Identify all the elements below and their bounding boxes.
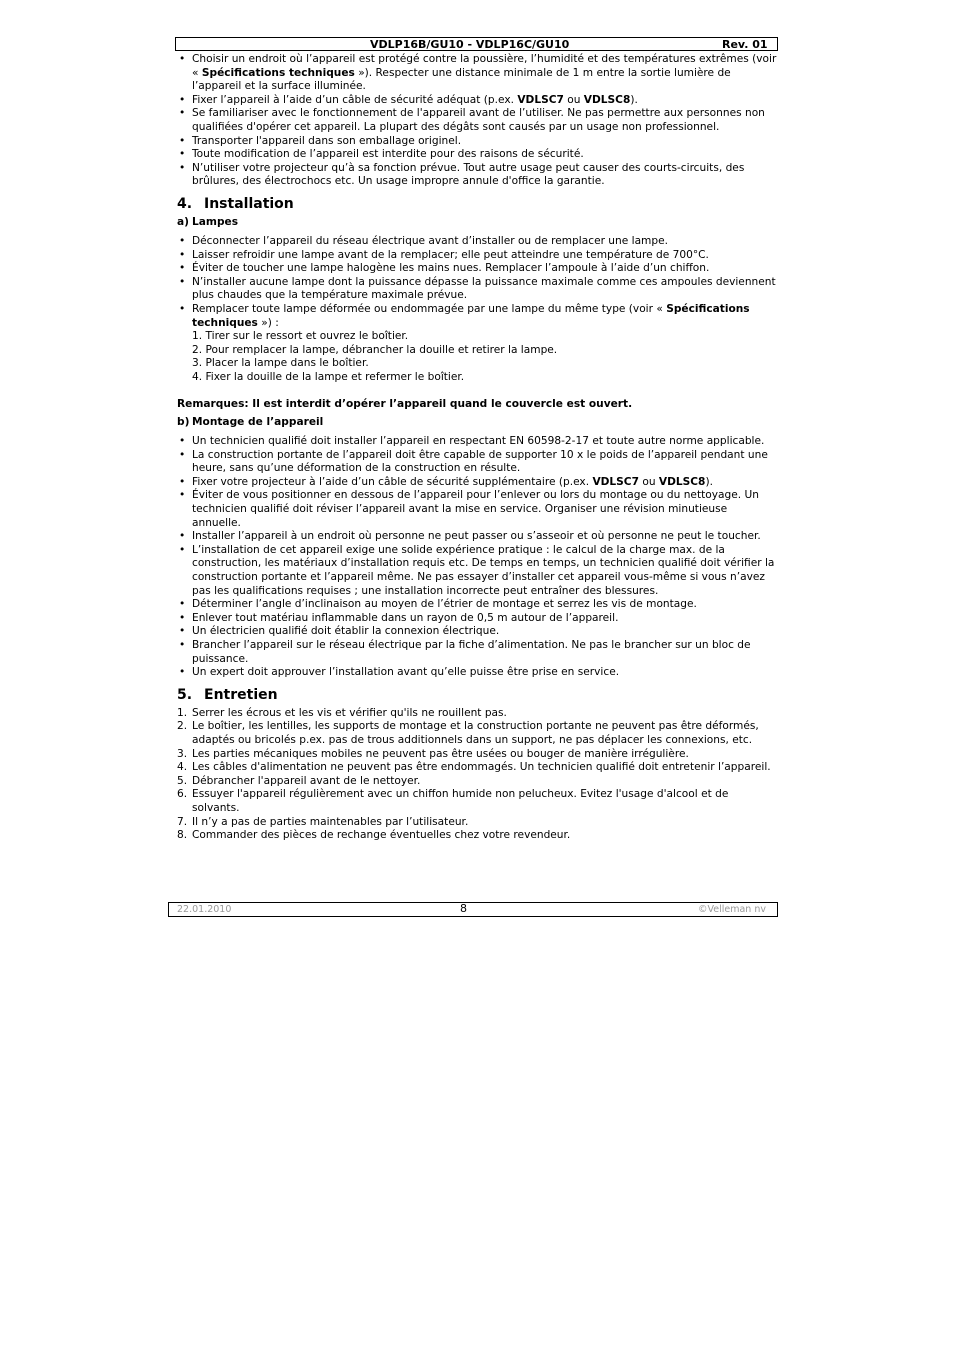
step-item: 4. Fixer la douille de la lampe et refermer le boîtier.: [192, 370, 465, 383]
section-heading-installation: 4. Installation: [177, 195, 294, 212]
list-item: • Remplacer toute lampe déformée ou endommagée par une lampe du même type (voir « Spécifications techniques ») :: [177, 303, 779, 330]
header-revision: Rev. 01: [722, 38, 768, 51]
list-item: 1. Serrer les écrous et les vis et vérifier qu'ils ne rouillent pas.: [177, 706, 507, 719]
list-item: • Un électricien qualifié doit établir la connexion électrique.: [177, 625, 779, 639]
list-item: 3. Les parties mécaniques mobiles ne peuvent pas être usées ou bouger de manière irrégulière.: [177, 747, 689, 760]
list-item: 2. Le boîtier, les lentilles, les supports de montage et la construction portante ne peuvent pas être déformés, adaptés ou bricolés p.ex. pas de trous additionnels dans un support, ne pas déplacer les connexions, etc.: [177, 720, 759, 746]
subheading-mounting: b) Montage de l’appareil: [177, 416, 324, 429]
footer-box: [168, 902, 778, 917]
header-title: VDLP16B/GU10 - VDLP16C/GU10: [370, 38, 570, 51]
list-item: • Déconnecter l’appareil du réseau électrique avant d’installer ou de remplacer une lampe.: [177, 235, 779, 249]
list-item: • N’installer aucune lampe dont la puissance dépasse la puissance maximale comme ces ampoules deviennent plus chaudes que la température maximale prévue.: [177, 276, 779, 303]
safety-bullet-list: [177, 53, 779, 189]
section-heading-maintenance: 5. Entretien: [177, 686, 278, 703]
list-item: • Un expert doit approuver l’installation avant qu’elle puisse être prise en service.: [177, 666, 779, 680]
list-item: • Installer l’appareil à un endroit où personne ne peut passer ou s’asseoir et où personne ne peut le toucher.: [177, 530, 779, 544]
list-item: 6. Essuyer l'appareil régulièrement avec un chiffon humide non pelucheux. Evitez l'usage d'alcool et de solvants.: [177, 788, 729, 814]
list-item: • Fixer votre projecteur à l’aide d’un câble de sécurité supplémentaire (p.ex. VDLSC7 ou VDLSC8).: [177, 476, 779, 490]
footer-date: 22.01.2010: [177, 904, 232, 915]
list-item: • N’utiliser votre projecteur qu’à sa fonction prévue. Tout autre usage peut causer des courts-circuits, des brûlures, des électrochocs etc. Un usage impropre annule d'office la garantie.: [177, 162, 779, 189]
list-item: • Toute modification de l’appareil est interdite pour des raisons de sécurité.: [177, 148, 779, 162]
step-item: 1. Tirer sur le ressort et ouvrez le boîtier.: [192, 330, 409, 343]
list-item: • Brancher l’appareil sur le réseau électrique par la fiche d’alimentation. Ne pas le brancher sur un bloc de puissance.: [177, 639, 779, 666]
page-number: 8: [460, 902, 467, 915]
mounting-bullet-list: [177, 435, 779, 680]
remark-warning: Remarques: Il est interdit d’opérer l’appareil quand le couvercle est ouvert.: [177, 398, 633, 411]
list-item: • Se familiariser avec le fonctionnement de l'appareil avant de l’utiliser. Ne pas permettre aux personnes non qualifiées d'opérer cet appareil. La plupart des dégâts sont causés par un usage non professionnel.: [177, 107, 779, 134]
lamps-bullet-list: [177, 235, 779, 330]
footer-copyright: ©Velleman nv: [698, 904, 766, 915]
list-item: 5. Débrancher l'appareil avant de le nettoyer.: [177, 774, 421, 787]
lamp-replacement-steps: [177, 330, 779, 384]
page-content: [177, 53, 779, 843]
list-item: 7. Il n’y a pas de parties maintenables par l’utilisateur.: [177, 815, 469, 828]
maintenance-list: [177, 707, 779, 843]
list-item: 4. Les câbles d'alimentation ne peuvent pas être endommagés. Un technicien qualifié doit entretenir l’appareil.: [177, 761, 771, 774]
list-item: 8. Commander des pièces de rechange éventuelles chez votre revendeur.: [177, 829, 571, 842]
list-item: • Déterminer l’angle d’inclinaison au moyen de l’étrier de montage et serrez les vis de montage.: [177, 598, 779, 612]
step-item: 3. Placer la lampe dans le boîtier.: [192, 357, 369, 370]
list-item: • Choisir un endroit où l’appareil est protégé contre la poussière, l’humidité et des températures extrêmes (voir « Spécifications techniques »). Respecter une distance minimale de 1 m entre la sortie lumière de l’appareil et la surface illuminée.: [177, 53, 779, 94]
list-item: • Un technicien qualifié doit installer l’appareil en respectant EN 60598-2-17 et toute autre norme applicable.: [177, 435, 779, 449]
list-item: • Éviter de vous positionner en dessous de l’appareil pour l’enlever ou lors du montage ou du nettoyage. Un technicien qualifié doit réviser l’appareil avant la mise en service. Organiser une révision minutieuse annuelle.: [177, 489, 779, 530]
list-item: • Éviter de toucher une lampe halogène les mains nues. Remplacer l’ampoule à l’aide d’un chiffon.: [177, 262, 779, 276]
list-item: • Laisser refroidir une lampe avant de la remplacer; elle peut atteindre une température de 700°C.: [177, 249, 779, 263]
list-item: • Transporter l'appareil dans son emballage originel.: [177, 135, 779, 149]
list-item: • Enlever tout matériau inflammable dans un rayon de 0,5 m autour de l’appareil.: [177, 612, 779, 626]
list-item: • La construction portante de l’appareil doit être capable de supporter 10 x le poids de l’appareil pendant une heure, sans qu’une déformation de la construction en résulte.: [177, 449, 779, 476]
step-item: 2. Pour remplacer la lampe, débrancher la douille et retirer la lampe.: [192, 343, 558, 356]
list-item: • Fixer l’appareil à l’aide d’un câble de sécurité adéquat (p.ex. VDLSC7 ou VDLSC8).: [177, 94, 779, 108]
subheading-lamps: a) Lampes: [177, 215, 239, 228]
list-item: • L’installation de cet appareil exige une solide expérience pratique : le calcul de la charge max. de la construction, les matériaux d’installation requis etc. De temps en temps, un technicien qualifié doit vérifier la construction portante et l’appareil même. Ne pas essayer d’installer cet appareil vous-même si vous n’avez pas les qualifications requises ; une installation incorrecte peut entraîner des blessures.: [177, 544, 779, 598]
